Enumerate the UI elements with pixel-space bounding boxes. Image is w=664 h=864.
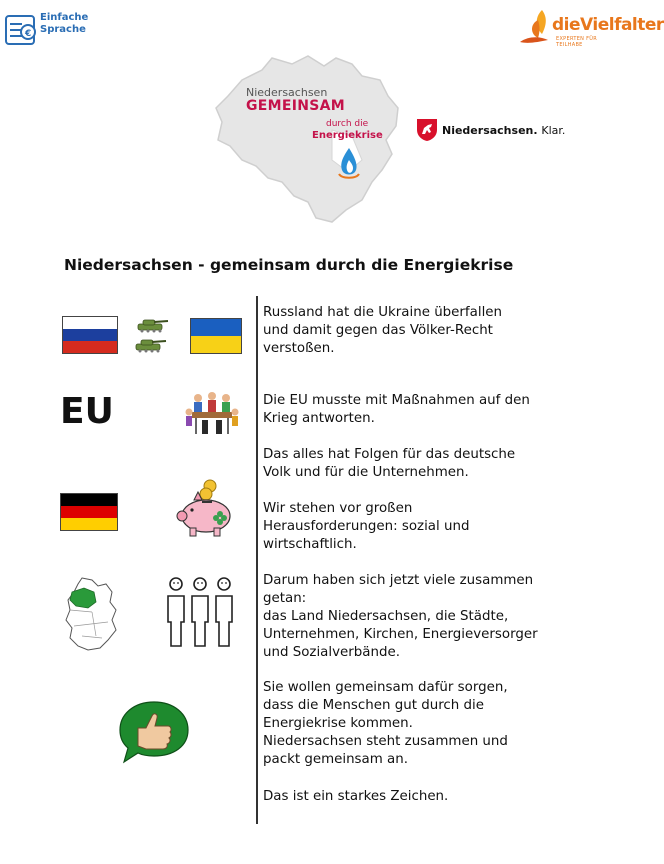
paragraph-5 bbox=[263, 572, 603, 662]
text-line: Volk und für die Unternehmen. bbox=[263, 465, 469, 480]
text-line: verstoßen. bbox=[263, 341, 335, 356]
text-line: packt gemeinsam an. bbox=[263, 752, 408, 767]
gas-flame-icon bbox=[334, 146, 364, 180]
campaign-line4: Energiekrise bbox=[312, 130, 383, 141]
text-line: und Sozialverbände. bbox=[263, 645, 400, 660]
text-line: und damit gegen das Völker-Recht bbox=[263, 323, 493, 338]
text-line: Das ist ein starkes Zeichen. bbox=[263, 789, 449, 804]
state-logo-text bbox=[442, 124, 565, 137]
text-line: Herausforderungen: sozial und bbox=[263, 519, 470, 534]
paragraph-2 bbox=[263, 392, 603, 428]
text-line: wirtschaftlich. bbox=[263, 537, 357, 552]
easy-language-line2: Sprache bbox=[40, 24, 86, 35]
meeting-table-icon bbox=[184, 390, 240, 436]
text-line: Niedersachsen steht zusammen und bbox=[263, 734, 508, 749]
thumbs-up-bubble-icon bbox=[118, 700, 190, 764]
text-line: Wir stehen vor großen bbox=[263, 501, 413, 516]
easy-language-line1: Einfache bbox=[40, 12, 89, 23]
text-line: Sie wollen gemeinsam dafür sorgen, bbox=[263, 680, 508, 695]
svg-text:€: € bbox=[25, 29, 32, 39]
text-line: Energiekrise kommen. bbox=[263, 716, 413, 731]
people-group-icon bbox=[164, 574, 236, 650]
campaign-line2: GEMEINSAM bbox=[246, 98, 346, 114]
text-line: Krieg antworten. bbox=[263, 411, 375, 426]
paragraph-7 bbox=[263, 788, 603, 806]
easy-language-label bbox=[40, 12, 88, 36]
paragraph-1 bbox=[263, 304, 603, 358]
text-line: das Land Niedersachsen, die Städte, bbox=[263, 609, 509, 624]
column-divider bbox=[256, 296, 258, 824]
vielfalter-tagline: EXPERTEN FÜR TEILHABE bbox=[556, 36, 598, 48]
text-line: Unternehmen, Kirchen, Energieversorger bbox=[263, 627, 538, 642]
germany-map-icon bbox=[62, 576, 120, 652]
eu-text-icon: EU bbox=[60, 391, 114, 432]
tanks-icon bbox=[134, 316, 186, 354]
state-logo-name: Niedersachsen. bbox=[442, 124, 538, 137]
piggy-bank-icon bbox=[176, 478, 238, 538]
text-line: Darum haben sich jetzt viele zusammen bbox=[263, 573, 534, 588]
vielfalter-logo-text: dieVielfalter bbox=[552, 15, 664, 35]
text-line: Das alles hat Folgen für das deutsche bbox=[263, 447, 516, 462]
germany-flag-icon bbox=[60, 493, 118, 531]
paragraph-3 bbox=[263, 446, 603, 482]
russia-flag-icon bbox=[62, 316, 118, 354]
paragraph-6 bbox=[263, 679, 603, 769]
text-line: Die EU musste mit Maßnahmen auf den bbox=[263, 393, 530, 408]
text-line: dass die Menschen gut durch die bbox=[263, 698, 484, 713]
paragraph-4 bbox=[263, 500, 603, 554]
horse-crest-icon bbox=[416, 118, 438, 142]
campaign-line1: Niedersachsen bbox=[246, 86, 328, 99]
ukraine-flag-icon bbox=[190, 318, 242, 354]
state-logo-suffix: Klar. bbox=[541, 124, 566, 137]
text-line: getan: bbox=[263, 591, 307, 606]
text-line: Russland hat die Ukraine überfallen bbox=[263, 305, 503, 320]
page-title: Niedersachsen - gemeinsam durch die Energiekrise bbox=[64, 256, 514, 274]
campaign-line3: durch die bbox=[326, 119, 369, 129]
